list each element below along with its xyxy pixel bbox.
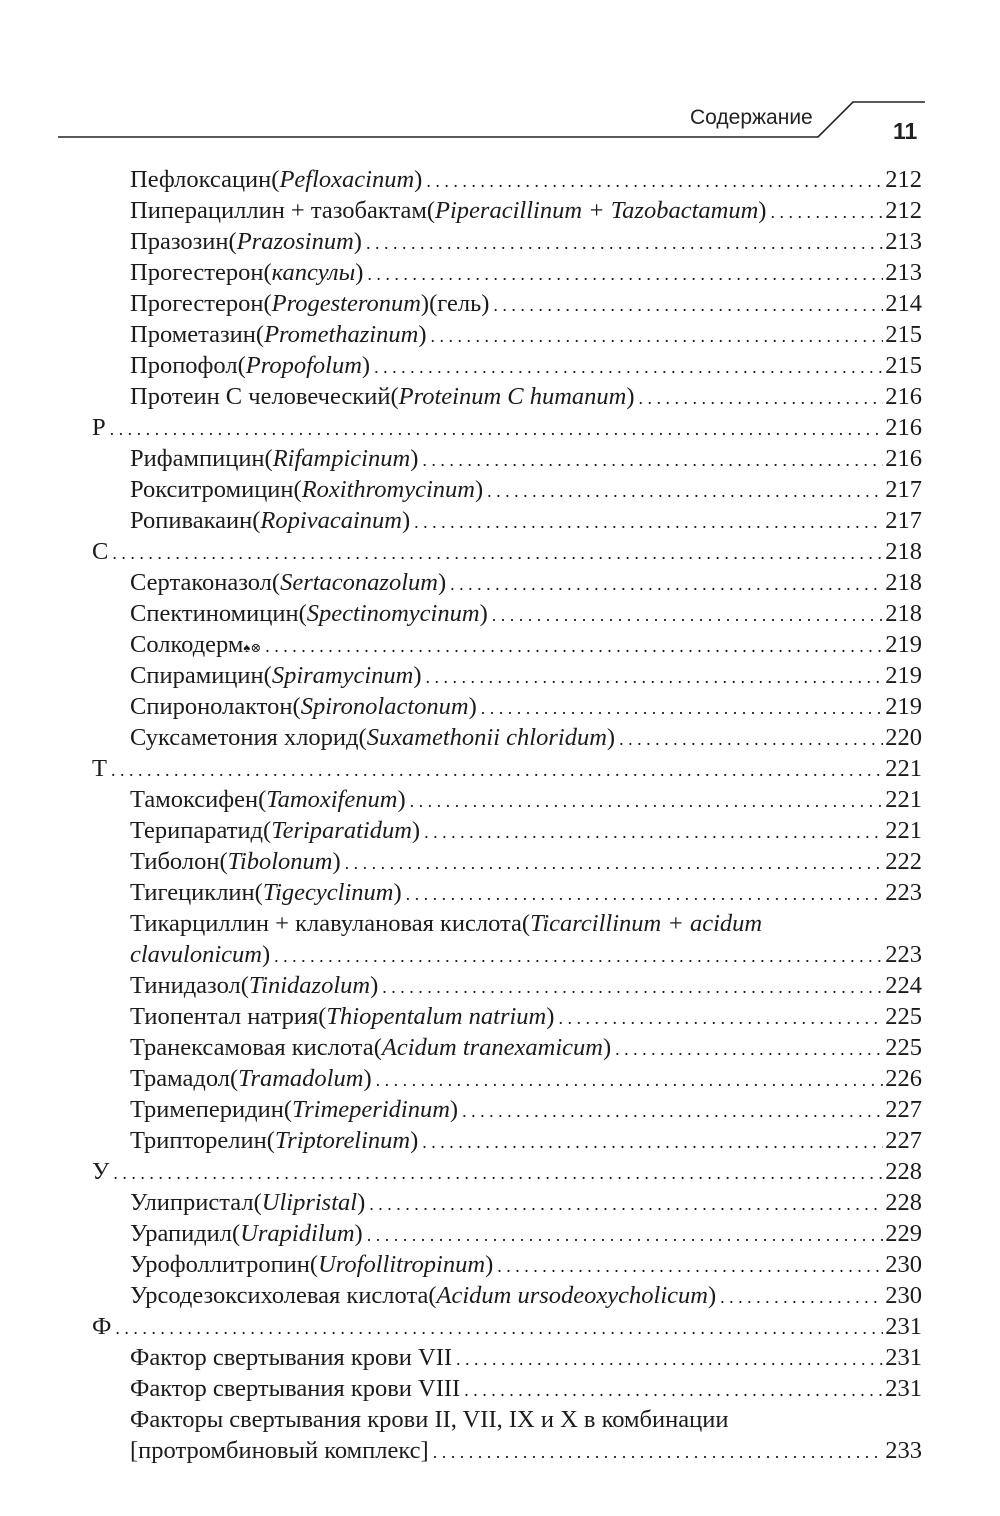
entry-page-number: 233 [885,1437,922,1464]
dot-leader [433,1437,884,1468]
entry-page-number: 223 [885,879,922,906]
entry-latin-name-cont: clavulonicum [130,941,262,968]
entry-line: Улипристал ( Ulipristal ) . . . 228 [130,1187,922,1220]
entry-line [92,412,922,445]
entry-line: Спиронолактон ( Spironolactonum ) . . . 219 [130,691,922,724]
entry-name: Тримеперидин [130,1096,284,1123]
table-of-contents [0,164,1000,1466]
entry-line: Урофоллитропин ( Urofollitropinum ) . . . 230 [130,1249,922,1282]
entry-line: Прогестерон ( Progesteronum ) (гель) . . . 214 [130,288,922,321]
toc-entry [0,381,1000,412]
toc-entry [0,908,1000,970]
entry-page-number: 230 [885,1282,922,1309]
entry-line: Тиопентал натрия ( Thiopentalum natrium ) . . . 225 [130,1001,922,1034]
entry-page-number: 221 [885,817,922,844]
entry-page-number: 226 [885,1065,922,1092]
toc-entry [0,1373,1000,1404]
entry-page-number: 230 [885,1251,922,1278]
entry-page-number: 216 [885,414,922,441]
entry-latin-name: капсулы [271,259,356,286]
entry-line: Сертаконазол ( Sertaconazolum ) . . . 218 [130,567,922,600]
toc-entry [0,1249,1000,1280]
entry-page-number: 216 [885,445,922,472]
entry-name: Улипристал [130,1189,254,1216]
toc-entry [0,226,1000,257]
entry-name: Тикарциллин + клавулановая кислота [130,910,522,937]
dot-leader [367,1220,884,1251]
entry-name: Пефлоксацин [130,166,272,193]
dot-leader [430,321,883,352]
entry-latin-name: Rifampicinum [272,445,411,472]
dot-leader [410,786,884,817]
page-number: 11 [893,118,918,144]
entry-latin-name: Triptorelinum [274,1127,411,1154]
entry-latin-name: Pefloxacinum [279,166,415,193]
entry-latin-name: Prazosinum [236,228,354,255]
toc-entry [0,350,1000,381]
entry-name: Пиперациллин + тазобактам [130,197,427,224]
dot-leader [770,197,883,228]
toc-entry [0,1342,1000,1373]
entry-latin-name: Acidum ursodeoxycholicum [436,1282,708,1309]
entry-page-number: 220 [885,724,922,751]
entry-name: Прометазин [130,321,256,348]
entry-line: Тигециклин ( Tigecyclinum ) . . . 223 [130,877,922,910]
entry-latin-name: Ticarcillinum + acidum [530,910,763,937]
entry-line [92,1156,922,1189]
dot-leader [111,755,883,786]
entry-latin-name: Urapidilum [240,1220,355,1247]
toc-entry [0,257,1000,288]
entry-line [92,753,922,786]
letter-label: Т [92,755,107,782]
toc-entry [0,877,1000,908]
entry-page-number: 225 [885,1003,922,1030]
entry-page-number: 213 [885,259,922,286]
entry-line: Транексамовая кислота ( Acidum tranexamicum ) . . . 225 [130,1032,922,1065]
toc-entry [0,164,1000,195]
dot-leader [112,538,883,569]
dot-leader [414,507,883,538]
entry-latin-name: Spironolactonum [300,693,469,720]
entry-latin-name: Tibolonum [227,848,333,875]
dot-leader [113,1158,883,1189]
entry-name: Пропофол [130,352,238,379]
entry-line: Празозин ( Prazosinum ) . . . 213 [130,226,922,259]
entry-latin-name: Spectinomycinum [306,600,480,627]
dot-leader [422,1127,883,1158]
toc-entry [0,288,1000,319]
running-header [0,0,1000,160]
entry-latin-name: Spiramycinum [271,662,414,689]
toc-entry [0,505,1000,536]
dot-leader [462,1096,883,1127]
entry-line: Пефлоксацин ( Pefloxacinum ) . . . 212 [130,164,922,197]
entry-page-number: 212 [885,197,922,224]
entry-line [130,629,922,663]
toc-entry [0,1001,1000,1032]
dot-leader [366,228,883,259]
entry-line [130,1342,922,1375]
entry-name: Тамоксифен [130,786,259,813]
entry-page-number: 219 [885,662,922,689]
toc-entry [0,1063,1000,1094]
header-title: Содержание [690,106,813,129]
dot-leader [481,693,884,724]
entry-line [92,1311,922,1344]
entry-page-number: 227 [885,1096,922,1123]
entry-name: Терипаратид [130,817,264,844]
entry-symbols: ♠⊗ [243,640,262,655]
entry-name: Трамадол [130,1065,230,1092]
entry-latin-name: Tamoxifenum [266,786,398,813]
entry-page-number: 218 [885,538,922,565]
dot-leader [492,600,884,631]
toc-letter-heading [0,1311,1000,1342]
entry-latin-name: Urofollitropinum [318,1251,486,1278]
dot-leader [497,1251,883,1282]
dot-leader [487,476,883,507]
entry-page-number: 214 [885,290,922,317]
entry-line: Суксаметония хлорид ( Suxamethonii chloridum ) . . . 220 [130,722,922,755]
dot-leader [493,290,883,321]
entry-name: Спектиномицин [130,600,299,627]
entry-name: Прогестерон [130,290,264,317]
entry-name: Фактор свертывания крови VII [130,1344,453,1371]
entry-line: Спектиномицин ( Spectinomycinum ) . . . 218 [130,598,922,631]
entry-latin-name: Acidum tranexamicum [381,1034,603,1061]
entry-line-2 [130,1435,922,1468]
entry-line: Спирамицин ( Spiramycinum ) . . . 219 [130,660,922,693]
entry-name: Фактор свертывания крови VIII [130,1375,461,1402]
entry-page-number: 223 [885,941,922,968]
entry-latin-name: Proteinum C humanum [398,383,627,410]
entry-page-number: 219 [885,631,922,658]
entry-line: Пиперациллин + тазобактам ( Piperacillinum + Tazobactamum ) . . . 212 [130,195,922,228]
entry-latin-name: Piperacillinum + Tazobactamum [435,197,759,224]
letter-label: Ф [92,1313,112,1340]
entry-name: Факторы свертывания крови II, VII, IX и X в комбинации [130,1406,729,1433]
entry-line: Трамадол ( Tramadolum ) . . . 226 [130,1063,922,1096]
dot-leader [639,383,884,414]
letter-label: У [92,1158,110,1185]
entry-latin-name: Ulipristal [261,1189,358,1216]
entry-latin-name: Sertaconazolum [280,569,438,596]
entry-latin-name: Progesteronum [271,290,421,317]
dot-leader [406,879,884,910]
letter-label: С [92,538,109,565]
toc-letter-heading [0,536,1000,567]
entry-page-number: 221 [885,786,922,813]
entry-name: Солкодерм [130,631,244,658]
dot-leader [426,662,884,693]
entry-line: Прометазин ( Promethazinum ) . . . 215 [130,319,922,352]
entry-name: Тиопентал натрия [130,1003,319,1030]
entry-line: Рокситромицин ( Roxithromycinum ) . . . 217 [130,474,922,507]
entry-line-1: Тикарциллин + клавулановая кислота ( Ticarcillinum + acidum [130,910,763,937]
entry-latin-name: Promethazinum [264,321,419,348]
toc-entry [0,1218,1000,1249]
dot-leader [450,569,883,600]
dot-leader [382,972,883,1003]
entry-name-cont: [протромбиновый комплекс] [130,1437,429,1464]
dot-leader [115,1313,883,1344]
entry-name: Тиболон [130,848,220,875]
entry-latin-name: Teriparatidum [271,817,412,844]
entry-page-number: 219 [885,693,922,720]
entry-name: Урапидил [130,1220,233,1247]
entry-page-number: 225 [885,1034,922,1061]
dot-leader [424,817,883,848]
toc-entry [0,1032,1000,1063]
dot-leader [369,1189,883,1220]
entry-name: Суксаметония хлорид [130,724,359,751]
entry-line [130,1373,922,1406]
entry-page-number: 228 [885,1189,922,1216]
entry-page-number: 228 [885,1158,922,1185]
dot-leader [720,1282,883,1313]
entry-name: Сертаконазол [130,569,272,596]
entry-line: Рифампицин ( Rifampicinum ) . . . 216 [130,443,922,476]
entry-line: Тинидазол ( Tinidazolum ) . . . 224 [130,970,922,1003]
entry-line: Трипторелин ( Triptorelinum ) . . . 227 [130,1125,922,1158]
entry-name: Транексамовая кислота [130,1034,374,1061]
header-rule [0,0,1000,160]
entry-page-number: 222 [885,848,922,875]
entry-page-number: 217 [885,507,922,534]
entry-name: Празозин [130,228,229,255]
dot-leader [422,445,883,476]
dot-leader [558,1003,883,1034]
entry-line: Терипаратид ( Teriparatidum ) . . . 221 [130,815,922,848]
entry-name: Прогестерон [130,259,264,286]
entry-line: Пропофол ( Propofolum ) . . . 215 [130,350,922,383]
entry-latin-name: Trimeperidinum [291,1096,450,1123]
entry-name: Протеин С человеческий [130,383,391,410]
toc-letter-heading [0,1156,1000,1187]
entry-name: Тигециклин [130,879,255,906]
entry-line: Ропивакаин ( Ropivacainum ) . . . 217 [130,505,922,538]
entry-page-number: 231 [885,1313,922,1340]
entry-line: Тиболон ( Tibolonum ) . . . 222 [130,846,922,879]
dot-leader [464,1375,883,1406]
entry-page-number: 229 [885,1220,922,1247]
entry-page-number: 218 [885,600,922,627]
entry-latin-name: Tramadolum [238,1065,364,1092]
toc-entry [0,474,1000,505]
entry-line: Протеин С человеческий ( Proteinum C humanum ) . . . 216 [130,381,922,414]
entry-page-number: 213 [885,228,922,255]
entry-name: Спирамицин [130,662,264,689]
entry-suffix: (гель) [429,290,490,317]
toc-entry [0,1125,1000,1156]
letter-label: Р [92,414,106,441]
entry-name: Трипторелин [130,1127,267,1154]
toc-entry [0,970,1000,1001]
toc-entry [0,195,1000,226]
dot-leader [374,352,883,383]
toc-entry [0,660,1000,691]
entry-latin-name: Ropivacainum [260,507,402,534]
entry-latin-name: Propofolum [245,352,362,379]
toc-entry [0,815,1000,846]
toc-letter-heading [0,753,1000,784]
toc-entry [0,1094,1000,1125]
entry-line: Урсодезоксихолевая кислота ( Acidum ursodeoxycholicum ) . . . 230 [130,1280,922,1313]
entry-line [92,536,922,569]
entry-page-number: 227 [885,1127,922,1154]
toc-entry [0,567,1000,598]
toc-entry [0,1187,1000,1218]
entry-page-number: 218 [885,569,922,596]
entry-page-number: 216 [885,383,922,410]
toc-entry [0,784,1000,815]
entry-line-1 [130,1404,922,1435]
toc-entry [0,629,1000,660]
entry-name: Рифампицин [130,445,265,472]
toc-entry [0,1280,1000,1311]
entry-name: Спиронолактон [130,693,293,720]
entry-page-number: 231 [885,1375,922,1402]
entry-name: Урофоллитропин [130,1251,310,1278]
entry-page-number: 215 [885,352,922,379]
entry-page-number: 217 [885,476,922,503]
entry-line: Тримеперидин ( Trimeperidinum ) . . . 227 [130,1094,922,1127]
entry-line-2: clavulonicum ) . . . 223 [130,939,922,972]
entry-page-number: 215 [885,321,922,348]
entry-page-number: 224 [885,972,922,999]
dot-leader [345,848,884,879]
entry-latin-name: Roxithromycinum [301,476,475,503]
entry-line: Прогестерон ( капсулы ) . . . 213 [130,257,922,290]
dot-leader [376,1065,884,1096]
entry-name: Тинидазол [130,972,241,999]
entry-page-number: 231 [885,1344,922,1371]
dot-leader [619,724,883,755]
entry-name: Рокситромицин [130,476,294,503]
toc-entry [0,1404,1000,1466]
toc-entry [0,598,1000,629]
toc-entry [0,846,1000,877]
entry-name: Ропивакаин [130,507,253,534]
toc-letter-heading [0,412,1000,443]
entry-line: Урапидил ( Urapidilum ) . . . 229 [130,1218,922,1251]
entry-page-number: 212 [885,166,922,193]
entry-line: Тамоксифен ( Tamoxifenum ) . . . 221 [130,784,922,817]
dot-leader [456,1344,883,1375]
entry-latin-name: Tigecyclinum [262,879,394,906]
dot-leader [265,631,883,662]
entry-latin-name: Thiopentalum natrium [326,1003,547,1030]
entry-page-number: 221 [885,755,922,782]
entry-latin-name: Suxamethonii chloridum [366,724,607,751]
dot-leader [615,1034,883,1065]
dot-leader [367,259,883,290]
entry-name: Урсодезоксихолевая кислота [130,1282,429,1309]
dot-leader [110,414,884,445]
entry-latin-name: Tinidazolum [248,972,371,999]
toc-entry [0,443,1000,474]
toc-entry [0,319,1000,350]
dot-leader [426,166,883,197]
toc-entry [0,691,1000,722]
dot-leader [274,941,883,972]
toc-entry [0,722,1000,753]
